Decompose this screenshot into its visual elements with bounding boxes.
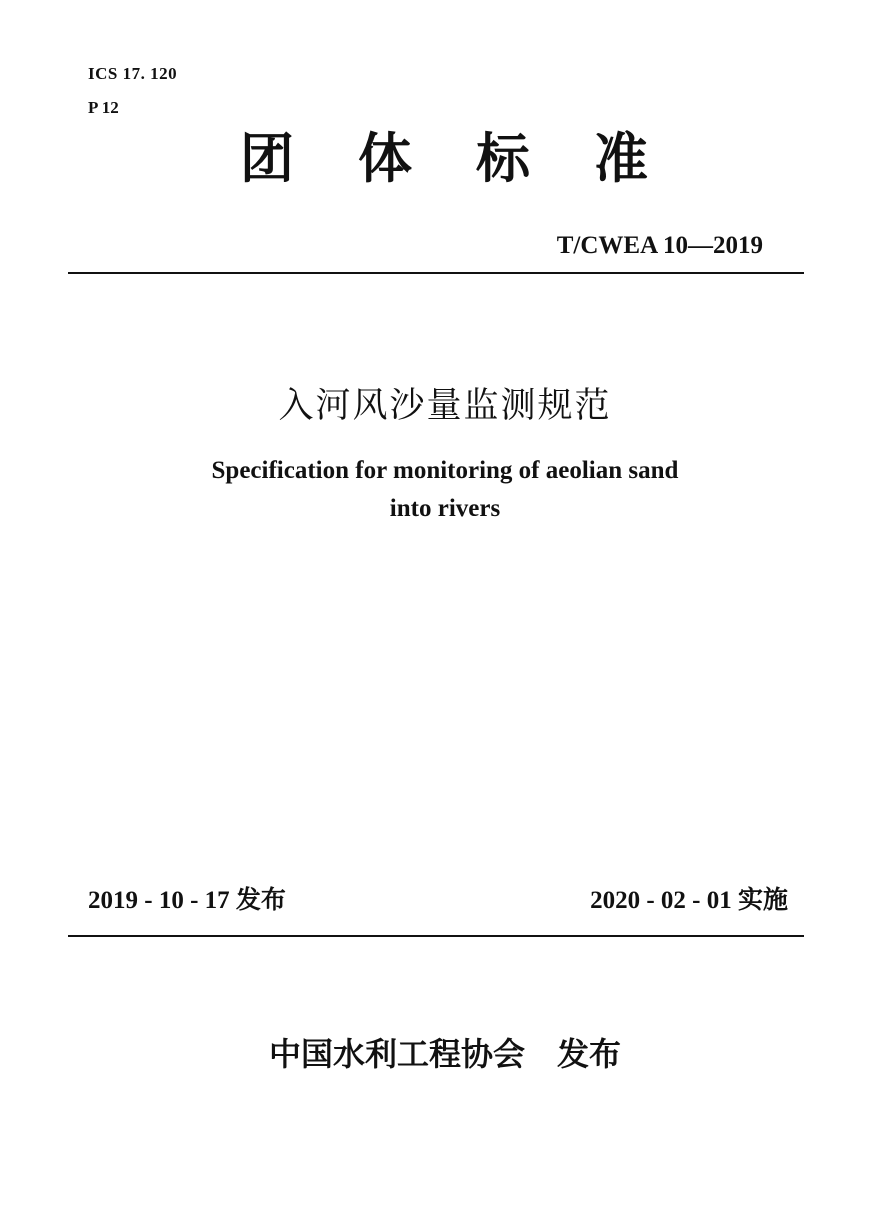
ics-code: ICS 17. 120 bbox=[88, 64, 178, 83]
ccs-code: P 12 bbox=[88, 98, 119, 117]
issuing-organization: 中国水利工程协会 发布 bbox=[268, 1035, 621, 1073]
document-title-english: Specification for monitoring of aeolian sand into rivers bbox=[211, 457, 679, 522]
document-title-chinese: 入河风沙量监测规范 bbox=[278, 386, 612, 426]
top-divider bbox=[68, 272, 804, 274]
issue-date: 2019 - 10 - 17 发布 bbox=[88, 887, 286, 914]
bottom-divider bbox=[68, 935, 804, 937]
standard-type-heading: 团体标准 bbox=[240, 127, 712, 190]
standard-code: T/CWEA 10—2019 bbox=[556, 232, 763, 259]
implementation-date: 2020 - 02 - 01 实施 bbox=[590, 887, 788, 914]
